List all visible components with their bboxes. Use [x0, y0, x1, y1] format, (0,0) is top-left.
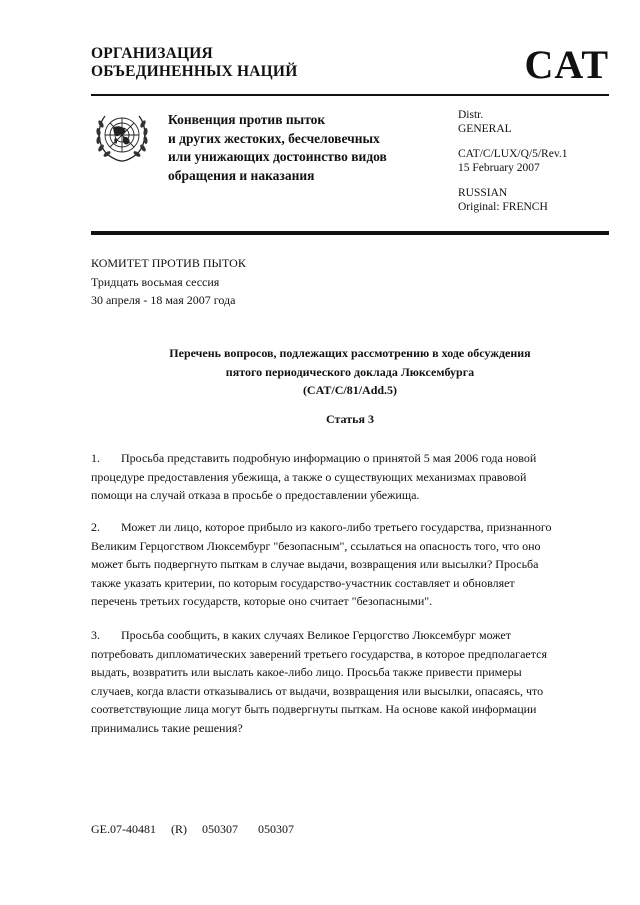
distribution-block: [458, 109, 567, 214]
convention-line-1: Конвенция против пыток: [168, 112, 326, 127]
paragraph-line: также указать критерии, по которым государство-участник составляет и обновляет: [91, 575, 515, 590]
paragraph-1: [91, 449, 611, 505]
header-top-rule: [91, 94, 609, 96]
footer-date-2: 050307: [258, 822, 294, 836]
paragraph-line: помощи на случай отказа в просьбе о предоставлении убежища.: [91, 488, 420, 503]
committee-session: Тридцать восьмая сессия: [91, 274, 220, 289]
paragraph-line: соответствующие лица могут быть подвергнуты пыткам. На основе какой информации: [91, 702, 537, 717]
distr-type: GENERAL: [458, 122, 512, 135]
paragraph-line: Может ли лицо, которое прибыло из какого-либо третьего государства, признанного: [121, 520, 552, 534]
paragraph-line: выдать, возвратить или выслать какое-либо лицо. Просьба также привести примеры: [91, 665, 522, 680]
article-heading: Статья 3: [326, 412, 374, 426]
paragraph-2: [91, 518, 611, 611]
footer-date-1: 050307: [202, 822, 238, 836]
paragraph-line: может быть подвергнуто пыткам в случае выдачи, возвращения или высылки? Просьба: [91, 557, 539, 572]
doc-symbol: CAT/C/LUX/Q/5/Rev.1: [458, 148, 568, 160]
paragraph-line: Просьба сообщить, в каких случаях Великое Герцогство Люксембург может: [121, 628, 511, 642]
convention-line-4: обращения и наказания: [168, 167, 315, 183]
title-line-3: (CAT/C/81/Add.5): [302, 383, 398, 397]
un-emblem-icon: [93, 108, 151, 164]
convention-title: [168, 111, 387, 185]
paragraph-line: перечень третьих государств, которые оно считает "безопасными".: [91, 594, 433, 609]
paragraph-number: 2.: [91, 520, 100, 534]
document-title: [91, 344, 609, 400]
paragraph-line: принимались такие решения?: [91, 720, 243, 735]
paragraph-number: 1.: [91, 451, 100, 465]
committee-info: [91, 254, 246, 310]
paragraph-line: Великим Герцогством Люксембург "безопасным", ссылаться на опасность того, что оно: [91, 538, 541, 553]
header-bottom-rule: [91, 231, 609, 235]
distr-label: Distr.: [458, 109, 484, 121]
original-language: Original: FRENCH: [458, 200, 548, 213]
paragraph-line: случаев, когда власти отказывались от выдачи, возвращения или высылки, опасаясь, что: [91, 683, 544, 698]
language-code: (R): [171, 822, 187, 836]
organization-name: [91, 45, 297, 81]
job-number: GE.07-40481: [91, 822, 156, 836]
paragraph-3: [91, 626, 611, 738]
convention-line-2: и других жестоких, бесчеловечных: [168, 130, 380, 146]
organization-line-1: ОРГАНИЗАЦИЯ: [91, 45, 213, 62]
committee-name: КОМИТЕТ ПРОТИВ ПЫТОК: [91, 256, 246, 270]
paragraph-line: потребовать дипломатических заверений третьего государства, в которое предполагается: [91, 646, 547, 661]
organization-line-2: ОБЪЕДИНЕННЫХ НАЦИЙ: [91, 63, 298, 80]
doc-language: RUSSIAN: [458, 187, 508, 199]
committee-dates: 30 апреля - 18 мая 2007 года: [91, 293, 236, 307]
paragraph-line: процедуре предоставления убежища, а также о существующих механизмах правовой: [91, 469, 527, 484]
document-symbol-large: CAT: [524, 42, 609, 87]
paragraph-line: Просьба представить подробную информацию о принятой 5 мая 2006 года новой: [121, 451, 537, 465]
convention-line-3: или унижающих достоинство видов: [168, 149, 387, 164]
title-line-1: Перечень вопросов, подлежащих рассмотрению в ходе обсуждения: [169, 346, 531, 360]
doc-date: 15 February 2007: [458, 161, 540, 174]
footer-job-info: [91, 821, 294, 837]
title-line-2: пятого периодического доклада Люксембурга: [225, 364, 475, 379]
paragraph-number: 3.: [91, 628, 100, 642]
